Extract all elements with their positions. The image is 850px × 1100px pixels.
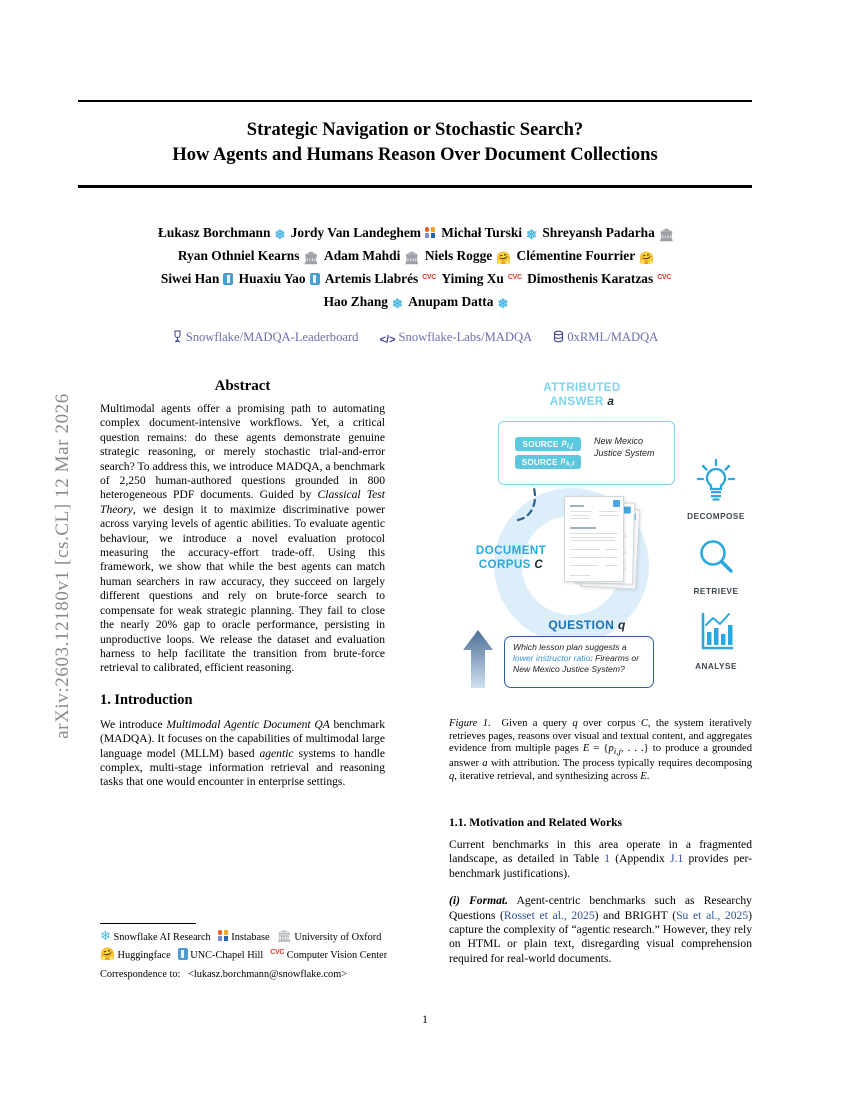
link-label[interactable]: Snowflake/MADQA-Leaderboard [185, 330, 359, 344]
author-row [78, 222, 752, 245]
pipeline-step-decompose [680, 458, 752, 533]
affiliation-cvc [270, 950, 387, 961]
affiliation-label: University of Oxford [294, 932, 382, 943]
author-name: Huaxiu Yao [238, 271, 306, 286]
resource-links [78, 330, 752, 347]
source-chip [515, 437, 581, 451]
document-stack [564, 496, 644, 596]
author-row [78, 291, 752, 314]
motivation-p2-b: ) and BRIGHT ( [594, 908, 677, 922]
page-number: 1 [422, 1014, 428, 1026]
answer-title-line1: ATTRIBUTED [543, 381, 621, 394]
motivation-p2-a: Agent-centric benchmarks such as Researchy Questions ( [449, 894, 752, 922]
question-box [504, 636, 654, 688]
source-chip-label: SOURCE [522, 439, 559, 449]
corpus-variable: C [534, 558, 544, 571]
figure-caption-label: Figure 1. [449, 718, 491, 729]
question-part-1: Which lesson plan suggests a [513, 642, 627, 652]
author-name: Ryan Othniel Kearns [177, 247, 300, 263]
correspondence-label: Correspondence to: [100, 969, 181, 980]
footnote-rule [100, 923, 196, 924]
author-name: Łukasz Borchmann [157, 225, 271, 240]
author-list [78, 222, 752, 313]
bar-chart-icon [694, 608, 738, 656]
author-name: Michał Turski [441, 225, 523, 240]
oxford-icon: 🏛 [658, 228, 675, 242]
question-text [513, 642, 645, 674]
affiliation-instabase [218, 932, 270, 943]
correspondence-email[interactable]: <lukasz.borchmann@snowflake.com> [188, 969, 348, 980]
author-name: Shreyansh Padarha [542, 225, 655, 240]
subsection-heading-motivation: 1.1. Motivation and Related Works [449, 816, 623, 829]
source-chip-label: SOURCE [521, 457, 558, 467]
unc-icon [223, 273, 233, 285]
cvc-icon: CVC [270, 949, 285, 956]
author-name: Jordy Van Landeghem [290, 225, 421, 240]
oxford-icon: 🏛 [404, 250, 420, 265]
instabase-icon [425, 227, 436, 238]
section-heading-introduction: 1. Introduction [100, 691, 193, 708]
cvc-icon: CVC [657, 274, 672, 281]
huggingface-icon: 🤗 [639, 250, 655, 265]
author-name: Yiming Xu [441, 271, 504, 286]
motivation-paragraph-2 [449, 894, 752, 966]
format-label: (i) Format. [449, 894, 509, 908]
corpus-line1: DOCUMENT [475, 544, 547, 557]
page-title [78, 118, 752, 168]
citation-rosset[interactable]: Rosset et al., 2025 [503, 908, 595, 922]
snowflake-icon: ❄ [274, 227, 286, 242]
abstract-paragraph: Multimodal agents offer a promising path to automating complex document-intensive workflows. Yet, a critical question remains: do these agents demonstrate genuine strategic reasoning, or merely stochastic trial-and-error search? To address this, we introduce MADQA, a benchmark of 2,250 human-authored questions grounded in 800 heterogeneous PDF documents. Guided by Classical Test Theory, we design it to maximize discriminative power across varying levels of agentic abilities. To evaluate agentic behaviour, we introduce a novel evaluation protocol measuring the accuracy-effort trade-off. Using this framework, we show that while the best agents can match human searchers in raw accuracy, they succeed on largely different questions and rely on brute-force search to compensate for weak strategic planning. They fail to close the nearly 20% gap to oracle performance, persisting in unproductive loops. We release the dataset and evaluation harness to help facilitate the transition from brute-force retrieval to calibrated, efficient reasoning. [100, 402, 385, 675]
document-page [564, 496, 624, 582]
right-column-lower [449, 810, 752, 975]
citation-su[interactable]: Su et al., 2025 [676, 908, 749, 922]
abstract-italic-theory: Classical Test Theory [100, 488, 385, 516]
left-column [100, 378, 385, 799]
question-highlight: lower instructor ratio [513, 652, 591, 663]
corpus-line2: CORPUS [478, 558, 531, 571]
pipeline-step-analyse [680, 608, 752, 683]
question-part-2: : Firearms or New Mexico Justice System? [513, 652, 640, 674]
appendix-ref[interactable]: J.1 [670, 852, 684, 866]
code-icon: </> [379, 334, 396, 346]
question-label-text: QUESTION [548, 618, 615, 632]
link-dataset[interactable] [553, 330, 658, 347]
instabase-icon [218, 930, 229, 941]
affiliation-oxford [276, 929, 382, 943]
snowflake-icon: ❄ [100, 928, 111, 943]
answer-text: New Mexico Justice System [594, 436, 655, 458]
trophy-icon [172, 330, 183, 347]
author-row [78, 245, 752, 268]
affiliation-huggingface [100, 947, 171, 961]
author-name: Hao Zhang [323, 293, 388, 309]
figure-caption [449, 718, 752, 784]
link-code[interactable] [380, 330, 533, 346]
database-icon [553, 330, 564, 347]
page-badge-icon [624, 506, 631, 513]
abstract-heading: Abstract [214, 378, 271, 394]
figure-1 [452, 378, 752, 688]
intro-italic-agentic: agentic [259, 746, 294, 760]
author-name: Clémentine Fourrier [516, 247, 636, 263]
arxiv-stamp: arXiv:2603.12180v1 [cs.CL] 12 Mar 2026 [52, 393, 73, 739]
correspondence-line [100, 969, 410, 980]
cvc-icon: CVC [422, 274, 437, 281]
author-name: Adam Mahdi [324, 247, 401, 263]
affiliation-snowflake [100, 928, 211, 943]
link-label[interactable]: Snowflake-Labs/MADQA [398, 330, 533, 344]
intro-italic-benchmark: Multimodal Agentic Document QA [166, 717, 330, 731]
pipeline-icons [680, 458, 752, 683]
affiliation-label: UNC-Chapel Hill [190, 950, 264, 961]
motivation-p1-b: (Appendix [610, 852, 671, 866]
figure-answer-title [492, 381, 672, 409]
introduction-paragraph: We introduce Multimodal Agentic Document QA benchmark (MADQA). It focuses on the capabilities of multimodal large language model (MLLM) based agentic systems to handle complex, multi-stage information retrieval and reasoning tasks that one would encounter in enterprise settings. [100, 717, 385, 789]
affiliation-label: Computer Vision Center [286, 950, 388, 961]
title-rule-bottom [78, 185, 752, 188]
footnote-affiliations-row-2 [100, 945, 410, 963]
footnote-block [100, 923, 410, 980]
pipeline-label: RETRIEVE [693, 587, 739, 596]
document-corpus-label [452, 544, 570, 572]
link-label[interactable]: 0xRML/MADQA [567, 330, 659, 344]
source-chip-variable: $p_{k,l}$ [560, 456, 575, 468]
input-arrow-icon [462, 630, 494, 688]
affiliation-label: Snowflake AI Research [113, 932, 211, 943]
pipeline-step-retrieve [680, 533, 752, 608]
affiliation-unc [178, 950, 264, 961]
answer-title-variable: a [607, 395, 615, 408]
source-chip-variable: $p_{i,j}$ [561, 438, 574, 450]
question-variable: q [617, 618, 626, 632]
lightbulb-icon [694, 458, 738, 506]
attributed-answer-box [498, 421, 675, 485]
snowflake-icon: ❄ [526, 227, 537, 242]
huggingface-icon: 🤗 [100, 947, 115, 961]
cvc-icon: CVC [507, 274, 522, 281]
snowflake-icon: ❄ [497, 295, 509, 311]
motivation-p1-c: provides per-benchmark justifications). [449, 852, 752, 880]
author-name: Anupam Datta [408, 293, 494, 309]
oxford-icon: 🏛 [303, 250, 319, 265]
question-label [512, 618, 662, 632]
unc-icon [310, 273, 320, 285]
title-line-1: Strategic Navigation or Stochastic Search? [246, 120, 584, 140]
author-name: Siwei Han [160, 271, 220, 286]
figure-caption-text: Given a query q over corpus C, the system iteratively retrieves pages, reasons over visual and textual content, and aggregates evidence from multiple pages $E = \{p_{i,j}$, . . .} to produce a grounded answer a with attribution. The process typically requires decomposing q, iterative retrieval, and synthesizing across E. [449, 718, 752, 782]
oxford-icon: 🏛 [276, 929, 292, 943]
author-row [78, 267, 752, 291]
page-badge-icon [613, 500, 620, 507]
motivation-p1-a: Current benchmarks in this area operate in a fragmented landscape, as detailed in Table [449, 838, 752, 866]
footnote-affiliations-row-1 [100, 929, 410, 945]
author-name: Niels Rogge [424, 247, 493, 263]
link-leaderboard[interactable] [172, 330, 359, 347]
pipeline-label: DECOMPOSE [687, 512, 745, 521]
author-name: Artemis Llabrés [324, 271, 419, 286]
motivation-p2-c: ) capture the complexity of “agentic research.” However, they rely on HTML or plain text, disregarding visual comprehension required for real-world documents. [449, 908, 752, 965]
huggingface-icon: 🤗 [496, 250, 512, 265]
title-rule-top [78, 100, 752, 102]
pipeline-label: ANALYSE [695, 662, 737, 671]
title-line-2: How Agents and Humans Reason Over Document Collections [172, 145, 658, 165]
affiliation-label: Huggingface [117, 950, 171, 961]
unc-icon [178, 948, 188, 960]
answer-title-line2: ANSWER [549, 395, 604, 408]
table-ref[interactable]: 1 [604, 852, 611, 866]
magnifier-icon [694, 533, 738, 581]
author-name: Dimosthenis Karatzas [527, 271, 654, 286]
source-chip [515, 455, 581, 469]
motivation-paragraph-1 [449, 838, 752, 881]
affiliation-label: Instabase [231, 932, 270, 943]
snowflake-icon: ❄ [392, 295, 403, 311]
